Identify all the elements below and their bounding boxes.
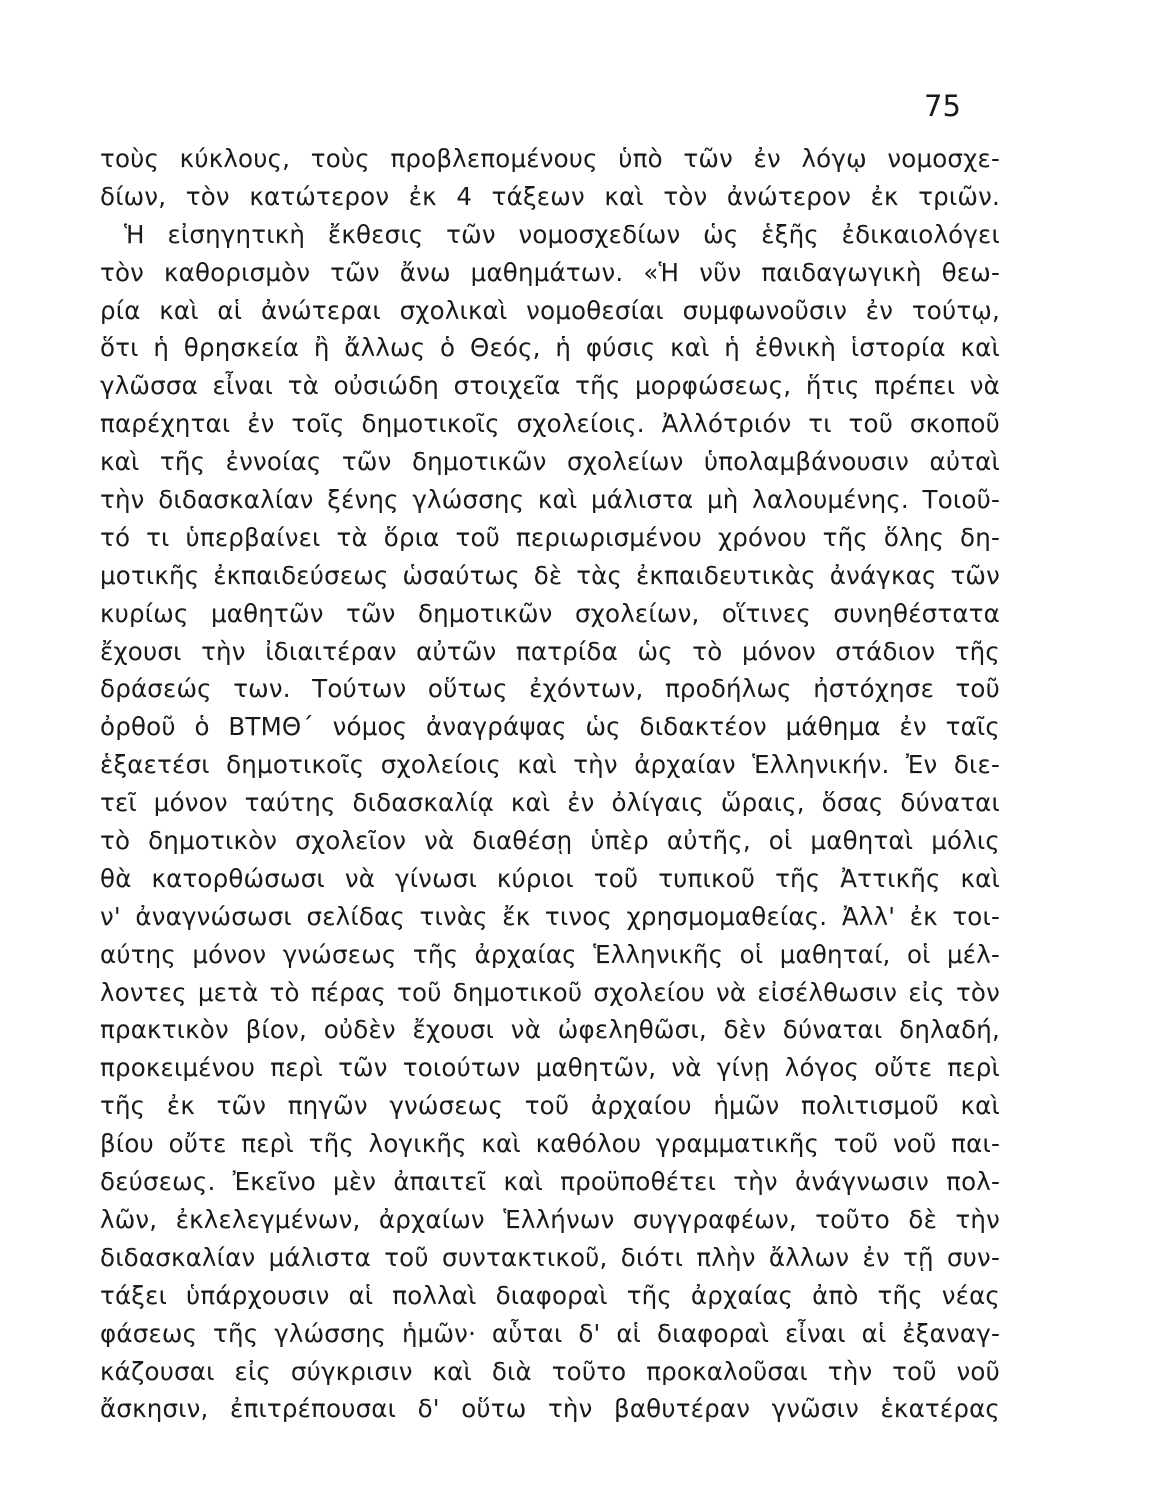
text-line: ἔχουσι τὴν ἰδιαιτέραν αὐτῶν πατρίδα ὡς τὸ μόνον στάδιον τῆς: [100, 636, 1000, 666]
text-line: κάζουσαι εἰς σύγκρισιν καὶ διὰ τοῦτο προκαλοῦσαι τὴν τοῦ νοῦ: [100, 1356, 1000, 1386]
text-line: προκειμένου περὶ τῶν τοιούτων μαθητῶν, νὰ γίνῃ λόγος οὔτε περὶ: [100, 1053, 1000, 1083]
text-line: δεύσεως. Ἐκεῖνο μὲν ἀπαιτεῖ καὶ προϋποθέτει τὴν ἀνάγνωσιν πολ-: [100, 1167, 1000, 1197]
text-line: τῆς ἐκ τῶν πηγῶν γνώσεως τοῦ ἀρχαίου ἡμῶν πολιτισμοῦ καὶ: [100, 1091, 1000, 1121]
text-line: αύτης μόνον γνώσεως τῆς ἀρχαίας Ἑλληνικῆς οἱ μαθηταί, οἱ μέλ-: [100, 939, 1000, 969]
text-line: καὶ τῆς ἐννοίας τῶν δημοτικῶν σχολείων ὑπολαμβάνουσιν αὐταὶ: [100, 447, 1000, 477]
text-line: ἄσκησιν, ἐπιτρέπουσαι δ' οὕτω τὴν βαθυτέραν γνῶσιν ἑκατέρας: [100, 1394, 1000, 1424]
text-line: ὅτι ἡ θρησκεία ἢ ἄλλως ὁ Θεός, ἡ φύσις καὶ ἡ ἐθνικὴ ἱστορία καὶ: [100, 333, 1000, 363]
text-line: θὰ κατορθώσωσι νὰ γίνωσι κύριοι τοῦ τυπικοῦ τῆς Ἀττικῆς καὶ: [100, 863, 1000, 893]
text-line: ἑξαετέσι δημοτικοῖς σχολείοις καὶ τὴν ἀρχαίαν Ἑλληνικήν. Ἐν διε-: [100, 750, 1000, 780]
text-line: λῶν, ἐκλελεγμένων, ἀρχαίων Ἑλλήνων συγγραφέων, τοῦτο δὲ τὴν: [100, 1204, 1000, 1234]
text-line: μοτικῆς ἐκπαιδεύσεως ὡσαύτως δὲ τὰς ἐκπαιδευτικὰς ἀνάγκας τῶν: [100, 560, 1000, 590]
text-line: παρέχηται ἐν τοῖς δημοτικοῖς σχολείοις. Ἀλλότριόν τι τοῦ σκοποῦ: [100, 409, 1000, 439]
text-line: τό τι ὑπερβαίνει τὰ ὅρια τοῦ περιωρισμένου χρόνου τῆς ὅλης δη-: [100, 522, 1000, 552]
text-line: διδασκαλίαν μάλιστα τοῦ συντακτικοῦ, διότι πλὴν ἄλλων ἐν τῇ συν-: [100, 1242, 1000, 1272]
body-text: [100, 140, 1000, 1428]
text-line: φάσεως τῆς γλώσσης ἡμῶν· αὗται δ' αἱ διαφοραὶ εἶναι αἱ ἐξαναγ-: [100, 1318, 1000, 1348]
text-line: ν' ἀναγνώσωσι σελίδας τινὰς ἔκ τινος χρησμομαθείας. Ἀλλ' ἐκ τοι-: [100, 901, 1000, 931]
text-line: Ἡ εἰσηγητικὴ ἔκθεσις τῶν νομοσχεδίων ὡς ἑξῆς ἐδικαιολόγει: [124, 219, 1000, 249]
text-line: βίου οὔτε περὶ τῆς λογικῆς καὶ καθόλου γραμματικῆς τοῦ νοῦ παι-: [100, 1129, 1000, 1159]
text-line: ρία καὶ αἱ ἀνώτεραι σχολικαὶ νομοθεσίαι συμφωνοῦσιν ἐν τούτῳ,: [100, 295, 1000, 325]
text-line: γλῶσσα εἶναι τὰ οὐσιώδη στοιχεῖα τῆς μορφώσεως, ἥτις πρέπει νὰ: [100, 371, 1000, 401]
text-line: τὸ δημοτικὸν σχολεῖον νὰ διαθέσῃ ὑπὲρ αὐτῆς, οἱ μαθηταὶ μόλις: [100, 826, 1000, 856]
text-line: ὀρθοῦ ὁ ΒΤΜΘ΄ νόμος ἀναγράψας ὡς διδακτέον μάθημα ἐν ταῖς: [100, 712, 1000, 742]
page-number: 75: [924, 89, 961, 123]
text-line: τοὺς κύκλους, τοὺς προβλεπομένους ὑπὸ τῶν ἐν λόγῳ νομοσχε-: [100, 144, 1000, 173]
text-line: τάξει ὑπάρχουσιν αἱ πολλαὶ διαφοραὶ τῆς ἀρχαίας ἀπὸ τῆς νέας: [100, 1280, 1000, 1310]
text-line: τεῖ μόνον ταύτης διδασκαλίᾳ καὶ ἐν ὀλίγαις ὥραις, ὅσας δύναται: [100, 788, 1000, 818]
text-line: τὸν καθορισμὸν τῶν ἄνω μαθημάτων. «Ἡ νῦν παιδαγωγικὴ θεω-: [100, 257, 1000, 287]
text-line: κυρίως μαθητῶν τῶν δημοτικῶν σχολείων, οἵτινες συνηθέστατα: [100, 598, 1000, 628]
text-line: λοντες μετὰ τὸ πέρας τοῦ δημοτικοῦ σχολείου νὰ εἰσέλθωσιν εἰς τὸν: [100, 977, 1000, 1007]
text-line: τὴν διδασκαλίαν ξένης γλώσσης καὶ μάλιστα μὴ λαλουμένης. Τοιοῦ-: [100, 485, 1000, 515]
text-line: δράσεώς των. Τούτων οὕτως ἐχόντων, προδήλως ἠστόχησε τοῦ: [100, 674, 1000, 704]
text-line: δίων, τὸν κατώτερον ἐκ 4 τάξεων καὶ τὸν ἀνώτερον ἐκ τριῶν.: [100, 181, 1000, 211]
text-line: πρακτικὸν βίον, οὐδὲν ἔχουσι νὰ ὠφεληθῶσι, δὲν δύναται δηλαδή,: [100, 1015, 1000, 1045]
